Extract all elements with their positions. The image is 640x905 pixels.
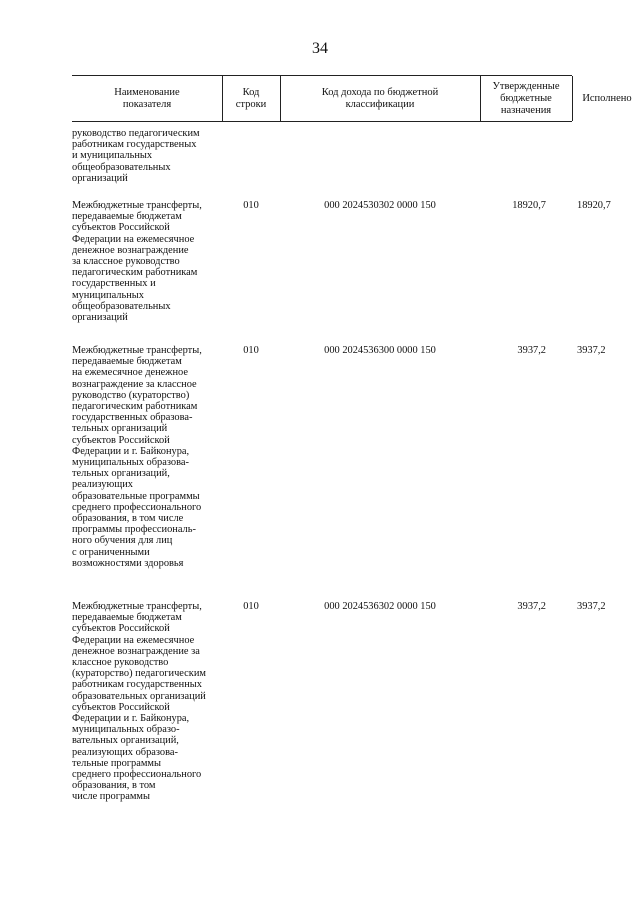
executed-value: 3937,2 — [577, 345, 606, 356]
header-approved: Утвержденные бюджетные назначения — [492, 80, 560, 116]
indicator-name: Межбюджетные трансферты, передаваемые бюджетам субъектов Российской Федерации на ежемесячное денежное вознаграждение за классное руководство педагогическим работникам государственных и муниципальных общеобразовательных организаций — [72, 200, 202, 324]
executed-value: 18920,7 — [577, 200, 611, 211]
line-code: 010 — [243, 601, 259, 612]
header-executed: Исполнено — [582, 92, 632, 104]
indicator-name: Межбюджетные трансферты, передаваемые бюджетам субъектов Российской Федерации на ежемесячное денежное вознаграждение за классное руководство (кураторство) педагогическим работникам государственных образовательных организаций субъектов Российской Федерации и г. Байконура, муниципальных образо- вательных организаций, реализующих образова- тельные программы среднего профессионального образования, в том числе программы — [72, 601, 206, 803]
indicator-name: руководство педагогическим работникам государственых и муниципальных общеобразовательных организаций — [72, 128, 200, 184]
income-code: 000 2024536302 0000 150 — [324, 601, 436, 612]
executed-value: 3937,2 — [577, 601, 606, 612]
approved-value: 3937,2 — [517, 345, 546, 356]
header-line-code: Код строки — [235, 86, 267, 110]
line-code: 010 — [243, 200, 259, 211]
approved-value: 18920,7 — [512, 200, 546, 211]
table-header — [72, 75, 632, 122]
line-code: 010 — [243, 345, 259, 356]
approved-value: 3937,2 — [517, 601, 546, 612]
income-code: 000 2024536300 0000 150 — [324, 345, 436, 356]
income-code: 000 2024530302 0000 150 — [324, 200, 436, 211]
indicator-name: Межбюджетные трансферты, передаваемые бюджетам на ежемесячное денежное вознаграждение за классное руководство (кураторство) педагогическим работникам государственных образова- тельных организаций субъектов Российской Федерации и г. Байконура, муниципальных образова- тельных организаций, реализующих образовательные программы среднего профессионального образования, в том числе программы профессиональ- ного обучения для лиц с ограниченными возможностями здоровья — [72, 345, 202, 569]
header-income-code: Код дохода по бюджетной классификации — [321, 86, 439, 110]
header-name: Наименование показателя — [114, 86, 180, 110]
page-number: 34 — [312, 40, 328, 57]
